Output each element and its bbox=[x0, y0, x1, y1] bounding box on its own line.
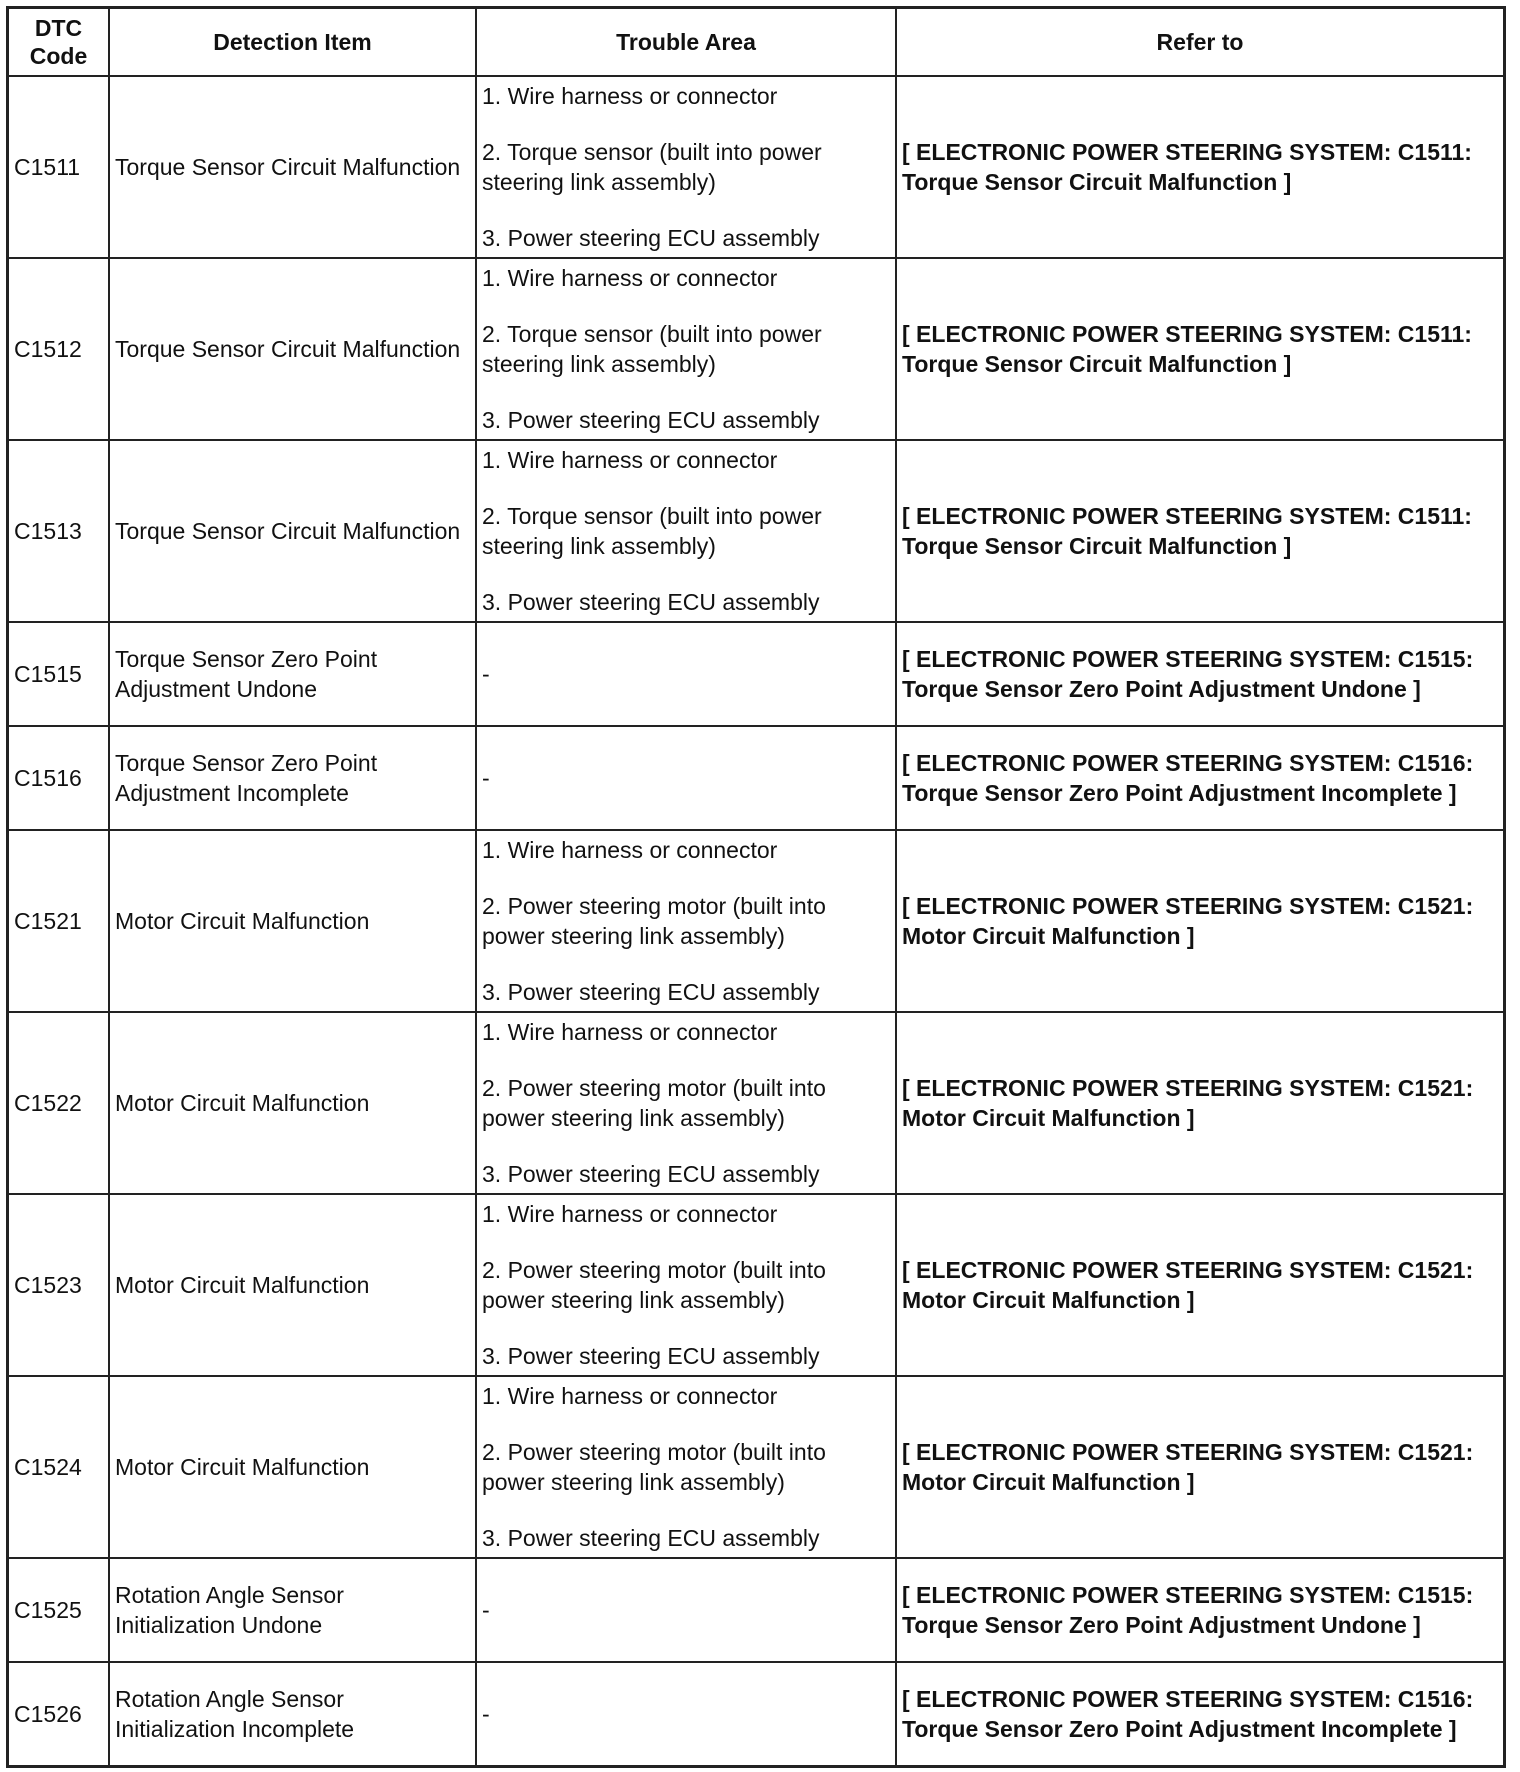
trouble-area-cell bbox=[476, 726, 896, 830]
table-row bbox=[8, 76, 1505, 258]
trouble-area-line: 1. Wire harness or connector bbox=[482, 265, 778, 291]
refer-to-link[interactable]: [ ELECTRONIC POWER STEERING SYSTEM: C1521: Motor Circuit Malfunction ] bbox=[896, 1376, 1505, 1558]
table-row bbox=[8, 830, 1505, 1012]
detection-item-cell: Motor Circuit Malfunction bbox=[109, 830, 476, 1012]
header-detection-item: Detection Item bbox=[109, 8, 476, 77]
refer-to-link[interactable]: [ ELECTRONIC POWER STEERING SYSTEM: C1515: Torque Sensor Zero Point Adjustment Undone ] bbox=[896, 622, 1505, 726]
dtc-code-cell: C1512 bbox=[8, 258, 110, 440]
trouble-area-line: 2. Torque sensor (built into power steering link assembly) bbox=[482, 139, 822, 195]
trouble-area-cell bbox=[476, 76, 896, 258]
dtc-code-cell: C1511 bbox=[8, 76, 110, 258]
trouble-area-line: 1. Wire harness or connector bbox=[482, 1019, 778, 1045]
trouble-area-cell bbox=[476, 1662, 896, 1767]
table-body bbox=[8, 76, 1505, 1767]
trouble-area-line: 3. Power steering ECU assembly bbox=[482, 589, 820, 615]
trouble-area-cell bbox=[476, 440, 896, 622]
trouble-area-line: - bbox=[482, 1701, 490, 1727]
dtc-code-cell: C1513 bbox=[8, 440, 110, 622]
dtc-code-cell: C1522 bbox=[8, 1012, 110, 1194]
table-row bbox=[8, 1558, 1505, 1662]
detection-item-cell: Torque Sensor Circuit Malfunction bbox=[109, 258, 476, 440]
detection-item-cell: Torque Sensor Zero Point Adjustment Undone bbox=[109, 622, 476, 726]
trouble-area-cell bbox=[476, 1376, 896, 1558]
trouble-area-line: 1. Wire harness or connector bbox=[482, 447, 778, 473]
dtc-code-cell: C1524 bbox=[8, 1376, 110, 1558]
header-refer-to: Refer to bbox=[896, 8, 1505, 77]
detection-item-cell: Rotation Angle Sensor Initialization Undone bbox=[109, 1558, 476, 1662]
dtc-code-cell: C1516 bbox=[8, 726, 110, 830]
trouble-area-line: 3. Power steering ECU assembly bbox=[482, 1525, 820, 1551]
trouble-area-cell bbox=[476, 622, 896, 726]
trouble-area-line: 1. Wire harness or connector bbox=[482, 83, 778, 109]
trouble-area-line: 2. Power steering motor (built into power steering link assembly) bbox=[482, 1075, 826, 1131]
detection-item-cell: Torque Sensor Circuit Malfunction bbox=[109, 440, 476, 622]
dtc-code-cell: C1523 bbox=[8, 1194, 110, 1376]
trouble-area-line: 2. Torque sensor (built into power steering link assembly) bbox=[482, 503, 822, 559]
refer-to-link[interactable]: [ ELECTRONIC POWER STEERING SYSTEM: C1516: Torque Sensor Zero Point Adjustment Incomplete ] bbox=[896, 726, 1505, 830]
trouble-area-line: - bbox=[482, 661, 490, 687]
detection-item-cell: Motor Circuit Malfunction bbox=[109, 1012, 476, 1194]
dtc-code-cell: C1521 bbox=[8, 830, 110, 1012]
trouble-area-line: 1. Wire harness or connector bbox=[482, 1201, 778, 1227]
header-trouble-area: Trouble Area bbox=[476, 8, 896, 77]
table-row bbox=[8, 622, 1505, 726]
detection-item-cell: Motor Circuit Malfunction bbox=[109, 1376, 476, 1558]
detection-item-cell: Torque Sensor Zero Point Adjustment Incomplete bbox=[109, 726, 476, 830]
refer-to-link[interactable]: [ ELECTRONIC POWER STEERING SYSTEM: C1511: Torque Sensor Circuit Malfunction ] bbox=[896, 76, 1505, 258]
trouble-area-line: 2. Power steering motor (built into power steering link assembly) bbox=[482, 1439, 826, 1495]
header-dtc-code: DTC Code bbox=[8, 8, 110, 77]
trouble-area-line: 3. Power steering ECU assembly bbox=[482, 979, 820, 1005]
table-row bbox=[8, 1662, 1505, 1767]
trouble-area-cell bbox=[476, 1012, 896, 1194]
refer-to-link[interactable]: [ ELECTRONIC POWER STEERING SYSTEM: C1521: Motor Circuit Malfunction ] bbox=[896, 1012, 1505, 1194]
detection-item-cell: Torque Sensor Circuit Malfunction bbox=[109, 76, 476, 258]
refer-to-link[interactable]: [ ELECTRONIC POWER STEERING SYSTEM: C1521: Motor Circuit Malfunction ] bbox=[896, 1194, 1505, 1376]
table-row bbox=[8, 1376, 1505, 1558]
dtc-code-cell: C1525 bbox=[8, 1558, 110, 1662]
trouble-area-line: 2. Torque sensor (built into power steering link assembly) bbox=[482, 321, 822, 377]
document-page bbox=[6, 6, 1506, 1768]
refer-to-link[interactable]: [ ELECTRONIC POWER STEERING SYSTEM: C1515: Torque Sensor Zero Point Adjustment Undone ] bbox=[896, 1558, 1505, 1662]
table-row bbox=[8, 726, 1505, 830]
refer-to-link[interactable]: [ ELECTRONIC POWER STEERING SYSTEM: C1511: Torque Sensor Circuit Malfunction ] bbox=[896, 440, 1505, 622]
refer-to-link[interactable]: [ ELECTRONIC POWER STEERING SYSTEM: C1521: Motor Circuit Malfunction ] bbox=[896, 830, 1505, 1012]
refer-to-link[interactable]: [ ELECTRONIC POWER STEERING SYSTEM: C1511: Torque Sensor Circuit Malfunction ] bbox=[896, 258, 1505, 440]
trouble-area-cell bbox=[476, 258, 896, 440]
trouble-area-line: 2. Power steering motor (built into power steering link assembly) bbox=[482, 1257, 826, 1313]
trouble-area-line: - bbox=[482, 1597, 490, 1623]
trouble-area-line: 3. Power steering ECU assembly bbox=[482, 1343, 820, 1369]
table-row bbox=[8, 1194, 1505, 1376]
trouble-area-cell bbox=[476, 1194, 896, 1376]
trouble-area-line: 1. Wire harness or connector bbox=[482, 837, 778, 863]
trouble-area-line: 3. Power steering ECU assembly bbox=[482, 225, 820, 251]
trouble-area-line: 2. Power steering motor (built into power steering link assembly) bbox=[482, 893, 826, 949]
detection-item-cell: Motor Circuit Malfunction bbox=[109, 1194, 476, 1376]
table-row bbox=[8, 258, 1505, 440]
trouble-area-line: 3. Power steering ECU assembly bbox=[482, 407, 820, 433]
dtc-code-cell: C1515 bbox=[8, 622, 110, 726]
table-row bbox=[8, 1012, 1505, 1194]
trouble-area-line: 3. Power steering ECU assembly bbox=[482, 1161, 820, 1187]
refer-to-link[interactable]: [ ELECTRONIC POWER STEERING SYSTEM: C1516: Torque Sensor Zero Point Adjustment Incomplete ] bbox=[896, 1662, 1505, 1767]
detection-item-cell: Rotation Angle Sensor Initialization Incomplete bbox=[109, 1662, 476, 1767]
trouble-area-cell bbox=[476, 830, 896, 1012]
dtc-table bbox=[6, 6, 1506, 1768]
header-row bbox=[8, 8, 1505, 77]
dtc-code-cell: C1526 bbox=[8, 1662, 110, 1767]
trouble-area-line: 1. Wire harness or connector bbox=[482, 1383, 778, 1409]
trouble-area-line: - bbox=[482, 765, 490, 791]
trouble-area-cell bbox=[476, 1558, 896, 1662]
table-row bbox=[8, 440, 1505, 622]
